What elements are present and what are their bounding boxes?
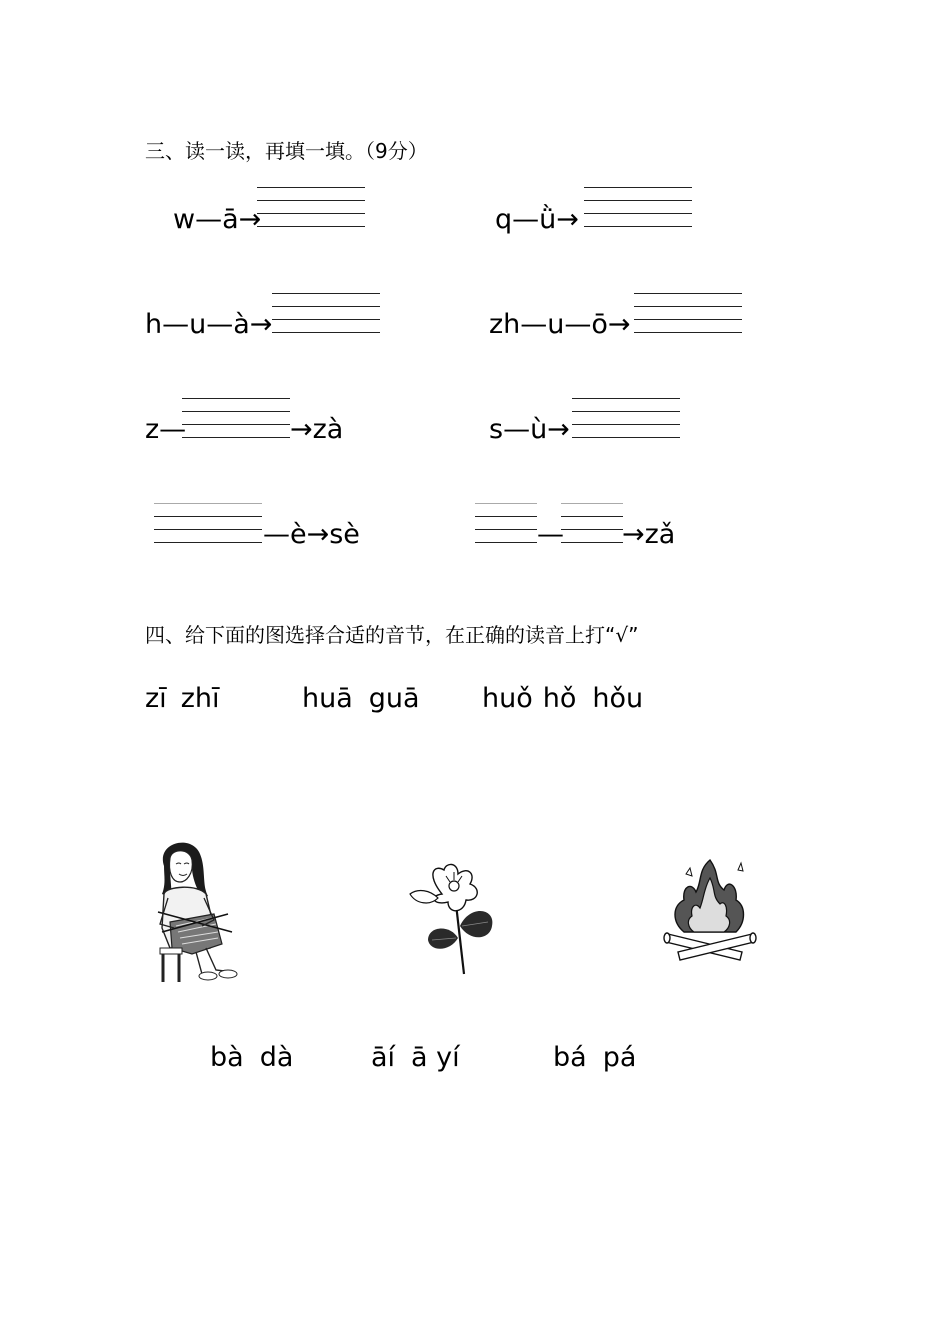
- syllable-option[interactable]: ā yí: [411, 1042, 460, 1073]
- section4-heading: 四、给下面的图选择合适的音节，在正确的读音上打“√”: [145, 623, 639, 647]
- syllable-option[interactable]: hǒu: [592, 683, 644, 714]
- syllable-option[interactable]: āí: [371, 1042, 396, 1073]
- writing-grid-8a[interactable]: [475, 503, 537, 543]
- writing-grid-4[interactable]: [634, 293, 742, 333]
- pinyin-item-7-right: —è→sè: [263, 519, 360, 550]
- pinyin-item-1: w—ā→: [173, 204, 262, 235]
- writing-grid-1[interactable]: [257, 187, 365, 227]
- pinyin-item-3: h—u—à→: [145, 309, 273, 340]
- syllable-option[interactable]: huā: [302, 683, 353, 714]
- option-group-5: [371, 1043, 460, 1073]
- syllable-option[interactable]: dà: [259, 1042, 294, 1073]
- writing-grid-6[interactable]: [572, 398, 680, 438]
- syllable-option[interactable]: pá: [602, 1042, 637, 1073]
- syllable-option[interactable]: hǒ: [542, 683, 577, 714]
- syllable-option[interactable]: bà: [210, 1042, 244, 1073]
- pinyin-item-5-right: →zà: [290, 414, 344, 445]
- syllable-option[interactable]: zhī: [180, 683, 220, 714]
- pinyin-item-8-mid: —: [537, 519, 564, 550]
- syllable-option[interactable]: zī: [145, 683, 167, 714]
- syllable-option[interactable]: guā: [368, 683, 420, 714]
- option-group-3: [482, 684, 643, 714]
- writing-grid-3[interactable]: [272, 293, 380, 333]
- pinyin-item-8-right: →zǎ: [622, 519, 676, 550]
- campfire-icon: [662, 856, 758, 964]
- girl-knitting-icon: [152, 836, 240, 984]
- option-group-2: [302, 684, 420, 714]
- pinyin-item-4: zh—u—ō→: [489, 309, 631, 340]
- syllable-option[interactable]: bá: [553, 1042, 587, 1073]
- flower-icon: [404, 860, 496, 978]
- writing-grid-2[interactable]: [584, 187, 692, 227]
- writing-grid-7[interactable]: [154, 503, 262, 543]
- pinyin-item-6: s—ù→: [489, 414, 570, 445]
- pinyin-item-2: q—ǜ→: [495, 204, 579, 235]
- writing-grid-8b[interactable]: [561, 503, 623, 543]
- pinyin-item-5-left: z—: [145, 414, 187, 445]
- option-group-4: [210, 1043, 293, 1073]
- syllable-option[interactable]: huǒ: [482, 683, 533, 714]
- option-group-6: [553, 1043, 636, 1073]
- section3-heading: 三、读一读，再填一填。（9分）: [145, 139, 428, 163]
- option-group-1: [145, 684, 219, 714]
- writing-grid-5[interactable]: [182, 398, 290, 438]
